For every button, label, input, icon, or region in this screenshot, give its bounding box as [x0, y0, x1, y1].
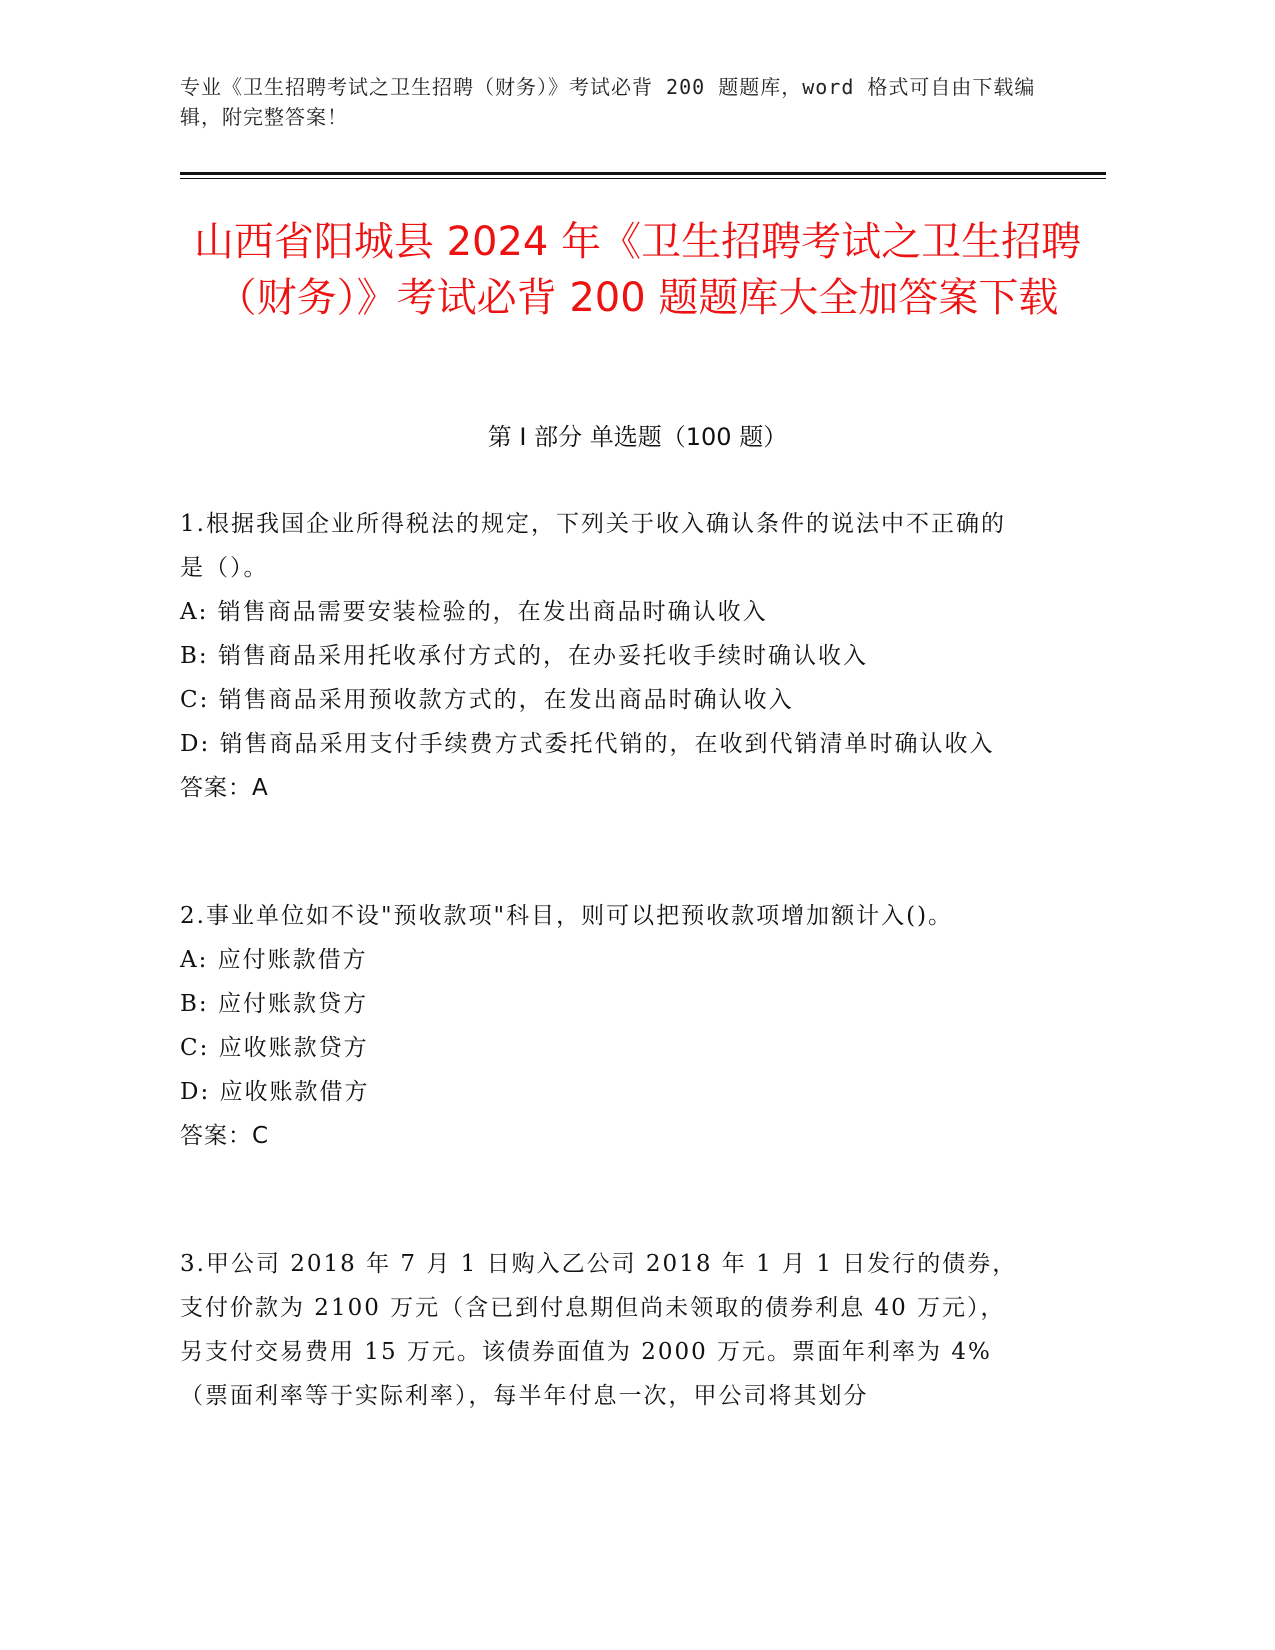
option-a: A: 销售商品需要安装检验的，在发出商品时确认收入	[180, 599, 768, 625]
header-rule-thin	[180, 178, 1106, 179]
question-stem: 3.甲公司 2018 年 7 月 1 日购入乙公司 2018 年 1 月 1 日发行的债券，支付价款为 2100 万元（含已到付息期但尚未领取的债券利息 40 万元），另支付交易费用 15 万元。该债券面值为 2000 万元。票面年利率为 4%（票面利率等于实际利率），每半年付息一次，甲公司将其划分	[180, 1251, 1018, 1409]
option-b: B: 销售商品采用托收承付方式的，在办妥托收手续时确认收入	[180, 643, 868, 669]
section-title: 第 I 部分 单选题（100 题）	[487, 423, 788, 451]
answer: 答案：C	[180, 1123, 270, 1149]
header-rule-thick	[180, 172, 1106, 175]
option-b: B: 应付账款贷方	[180, 991, 368, 1017]
option-a: A: 应付账款借方	[180, 947, 368, 973]
option-d: D: 应收账款借方	[180, 1079, 370, 1105]
question-stem: 1.根据我国企业所得税法的规定，下列关于收入确认条件的说法中不正确的是（）。	[180, 511, 1006, 581]
option-c: C: 销售商品采用预收款方式的，在发出商品时确认收入	[180, 687, 794, 713]
answer: 答案：A	[180, 775, 269, 801]
question-stem: 2.事业单位如不设"预收款项"科目，则可以把预收款项增加额计入()。	[180, 903, 954, 929]
document-title: 山西省阳城县 2024 年《卫生招聘考试之卫生招聘（财务）》考试必背 200 题题库大全加答案下载	[193, 219, 1082, 321]
header-note: 专业《卫生招聘考试之卫生招聘（财务）》考试必背 200 题题库，word 格式可自由下载编辑，附完整答案！	[180, 75, 1036, 129]
question-3	[180, 1242, 1030, 1418]
option-d: D: 销售商品采用支付手续费方式委托代销的，在收到代销清单时确认收入	[180, 731, 995, 757]
question-1	[180, 502, 1030, 810]
question-2	[180, 894, 1030, 1158]
option-c: C: 应收账款贷方	[180, 1035, 369, 1061]
